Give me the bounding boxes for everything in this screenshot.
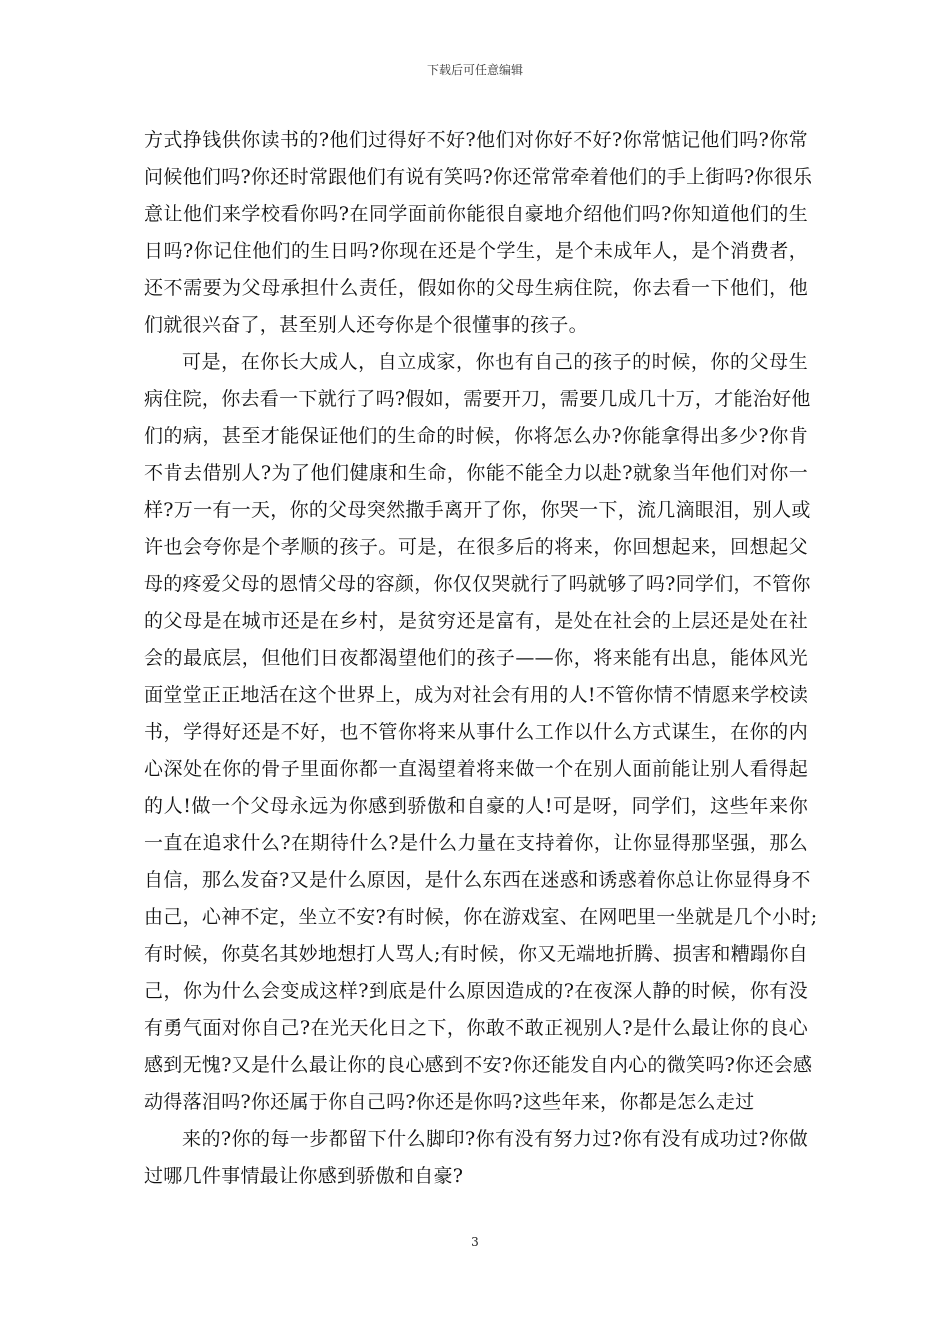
paragraph-first-line: 来的?你的每一步都留下什么脚印?你有没有努力过?你有没有成功过?你做	[182, 1128, 808, 1150]
text-line: 有时候，你莫名其妙地想打人骂人;有时候，你又无端地折腾、损害和糟蹋你自	[144, 943, 808, 965]
text-line: 不肯去借别人?为了他们健康和生命，你能不能全力以赴?就象当年他们对你一	[144, 462, 808, 484]
text-line: 书，学得好还是不好，也不管你将来从事什么工作以什么方式谋生，在你的内	[144, 721, 808, 743]
text-line: 有勇气面对你自己?在光天化日之下，你敢不敢正视别人?是什么最让你的良心	[144, 1017, 808, 1039]
text-line: 样?万一有一天，你的父母突然撒手离开了你，你哭一下，流几滴眼泪，别人或	[144, 499, 811, 521]
text-line: 过哪几件事情最让你感到骄傲和自豪?	[144, 1165, 464, 1187]
document-body	[144, 122, 818, 1195]
text-line: 们就很兴奋了，甚至别人还夸你是个很懂事的孩子。	[144, 314, 588, 336]
text-line: 病住院，你去看一下就行了吗?假如，需要开刀，需要几成几十万，才能治好他	[144, 388, 811, 410]
text-line: 们的病，甚至才能保证他们的生命的时候，你将怎么办?你能拿得出多少?你肯	[144, 425, 808, 447]
text-line: 许也会夸你是个孝顺的孩子。可是，在很多后的将来，你回想起来，回想起父	[144, 536, 808, 558]
text-line: 日吗?你记住他们的生日吗?你现在还是个学生，是个未成年人，是个消费者，	[144, 240, 808, 262]
page-number: 3	[471, 1235, 479, 1249]
paragraph-first-line: 可是，在你长大成人，自立成家，你也有自己的孩子的时候，你的父母生	[182, 351, 808, 373]
text-line: 由己，心神不定，坐立不安?有时候，你在游戏室、在网吧里一坐就是几个小时;	[144, 906, 818, 928]
text-line: 方式挣钱供你读书的?他们过得好不好?他们对你好不好?你常惦记他们吗?你常	[144, 129, 808, 151]
text-line: 自信，那么发奋?又是什么原因，是什么东西在迷惑和诱惑着你总让你显得身不	[144, 869, 811, 891]
text-line: 的人!做一个父母永远为你感到骄傲和自豪的人!可是呀，同学们，这些年来你	[144, 795, 808, 817]
page-header: 下载后可任意编辑	[426, 63, 523, 77]
text-line: 会的最底层，但他们日夜都渴望他们的孩子——你，将来能有出息，能体风光	[144, 647, 808, 669]
text-line: 面堂堂正正地活在这个世界上，成为对社会有用的人!不管你情不情愿来学校读	[144, 684, 809, 706]
text-line: 问候他们吗?你还时常跟他们有说有笑吗?你还常常牵着他们的手上街吗?你很乐	[144, 166, 813, 188]
text-line: 一直在追求什么?在期待什么?是什么力量在支持着你，让你显得那坚强，那么	[144, 832, 808, 854]
text-line: 还不需要为父母承担什么责任，假如你的父母生病住院，你去看一下他们，他	[144, 277, 808, 299]
text-line: 心深处在你的骨子里面你都一直渴望着将来做一个在别人面前能让别人看得起	[144, 758, 808, 780]
text-line: 感到无愧?又是什么最让你的良心感到不安?你还能发自内心的微笑吗?你还会感	[144, 1054, 813, 1076]
text-line: 己，你为什么会变成这样?到底是什么原因造成的?在夜深人静的时候，你有没	[144, 980, 808, 1002]
text-line: 意让他们来学校看你吗?在同学面前你能很自豪地介绍他们吗?你知道他们的生	[144, 203, 808, 225]
text-line: 母的疼爱父母的恩情父母的容颜，你仅仅哭就行了吗就够了吗?同学们，不管你	[144, 573, 811, 595]
text-line: 的父母是在城市还是在乡村，是贫穷还是富有，是处在社会的上层还是处在社	[144, 610, 808, 632]
text-line: 动得落泪吗?你还属于你自己吗?你还是你吗?这些年来，你都是怎么走过	[144, 1091, 755, 1113]
